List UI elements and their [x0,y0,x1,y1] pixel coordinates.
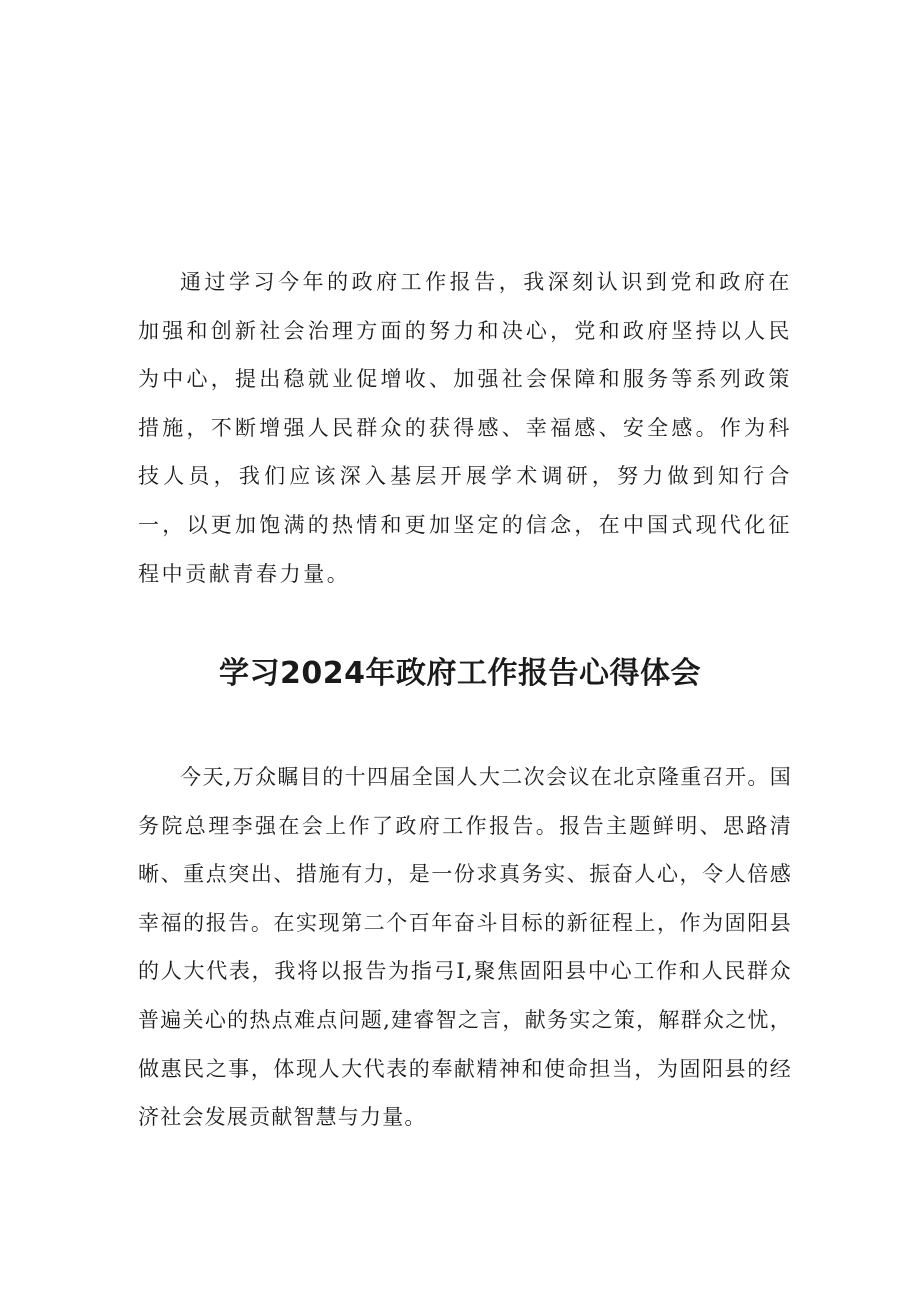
body-paragraph-1: 通过学习今年的政府工作报告，我深刻认识到党和政府在加强和创新社会治理方面的努力和决心，党和政府坚持以人民为中心，提出稳就业促增收、加强社会保障和服务等系列政策措施，不断增强人民群众的获得感、幸福感、安全感。作为科技人员，我们应该深入基层开展学术调研，努力做到知行合一，以更加饱满的热情和更加坚定的信念，在中国式现代化征程中贡献青春力量。 [138,270,792,586]
section-title: 学习2024年政府工作报告心得体会 [219,656,701,691]
body-paragraph-2: 今天,万众瞩目的十四届全国人大二次会议在北京隆重召开。国务院总理李强在会上作了政府工作报告。报告主题鲜明、思路清晰、重点突出、措施有力，是一份求真务实、振奋人心，令人倍感幸福的报告。在实现第二个百年奋斗目标的新征程上，作为固阳县的人大代表，我将以报告为指弓I,聚焦固阳县中心工作和人民群众普遍关心的热点难点问题,建睿智之言，献务实之策，解群众之忧，做惠民之事，体现人大代表的奉献精神和使命担当，为固阳县的经济社会发展贡献智慧与力量。 [138,765,792,1130]
